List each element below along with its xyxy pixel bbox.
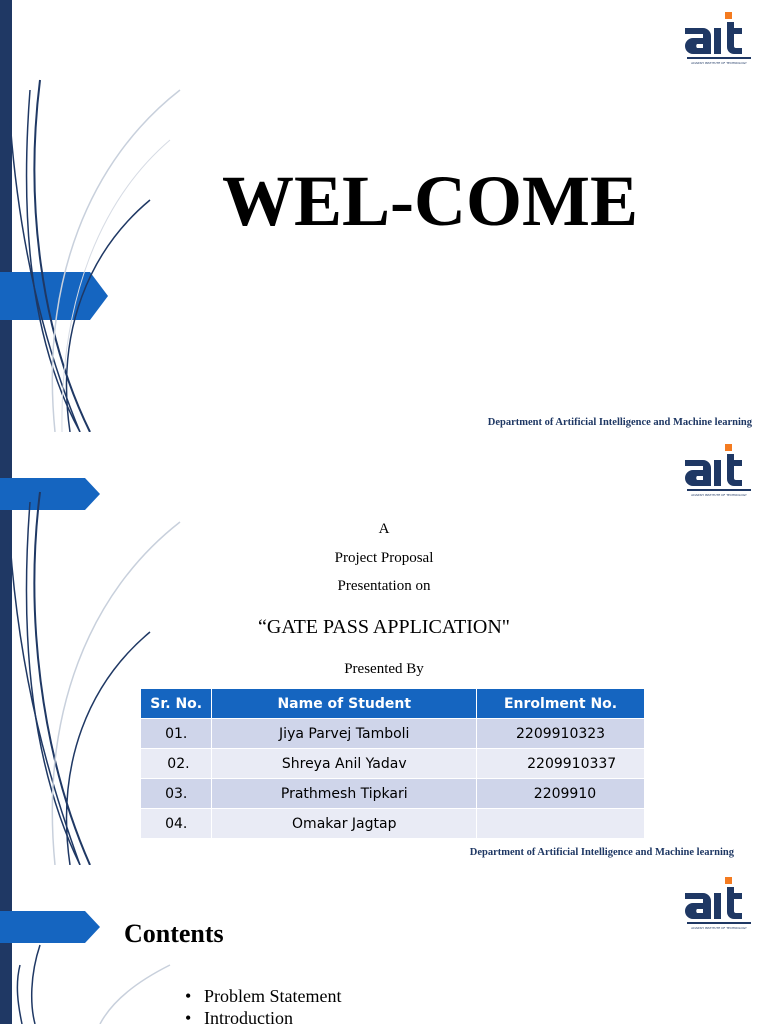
cell-sr-no: 03. xyxy=(141,779,212,809)
department-footer: Department of Artificial Intelligence and Machine learning xyxy=(469,847,734,858)
list-item: • Problem Statement xyxy=(185,985,341,1007)
welcome-title: WEL-COME xyxy=(221,161,638,241)
logo-tagline: ADARSH INSTITUTE OF TECHNOLOGY xyxy=(691,61,747,65)
cell-sr-no: 01. xyxy=(141,719,212,749)
table-row xyxy=(141,779,645,809)
contents-list xyxy=(185,985,341,1024)
contents-title: Contents xyxy=(124,919,224,948)
cell-student-name: Shreya Anil Yadav xyxy=(212,749,477,779)
cell-enrolment-no: 2209910337 xyxy=(477,749,645,779)
ait-logo xyxy=(683,444,755,498)
project-title: “GATE PASS APPLICATION" xyxy=(258,616,510,638)
header-sr-no: Sr. No. xyxy=(141,689,212,719)
slide-welcome xyxy=(0,0,768,432)
cell-enrolment-no xyxy=(477,809,645,839)
cell-sr-no: 02. xyxy=(141,749,212,779)
slide-project-proposal xyxy=(0,432,768,865)
table-row xyxy=(141,719,645,749)
table-row xyxy=(141,749,645,779)
intro-line-a: A xyxy=(378,521,390,537)
department-footer: Department of Artificial Intelligence and Machine learning xyxy=(487,417,752,428)
list-item: • Introduction xyxy=(185,1007,341,1024)
intro-line-presentation-on: Presentation on xyxy=(337,578,431,594)
header-student-name: Name of Student xyxy=(212,689,477,719)
presented-by: Presented By xyxy=(344,661,424,677)
logo-tagline: ADARSH INSTITUTE OF TECHNOLOGY xyxy=(691,493,747,497)
cell-enrolment-no: 2209910 xyxy=(477,779,645,809)
intro-line-project-proposal: Project Proposal xyxy=(334,550,434,566)
header-enrolment-no: Enrolment No. xyxy=(477,689,645,719)
cell-student-name: Omakar Jagtap xyxy=(212,809,477,839)
table-row xyxy=(141,809,645,839)
cell-student-name: Prathmesh Tipkari xyxy=(212,779,477,809)
slide-contents xyxy=(0,865,768,1024)
cell-student-name: Jiya Parvej Tamboli xyxy=(212,719,477,749)
ait-logo xyxy=(683,877,755,931)
cell-enrolment-no: 2209910323 xyxy=(477,719,645,749)
logo-tagline: ADARSH INSTITUTE OF TECHNOLOGY xyxy=(691,926,747,930)
ait-logo xyxy=(683,12,755,66)
student-table xyxy=(141,689,645,838)
table-header-row xyxy=(141,689,645,719)
cell-sr-no: 04. xyxy=(141,809,212,839)
